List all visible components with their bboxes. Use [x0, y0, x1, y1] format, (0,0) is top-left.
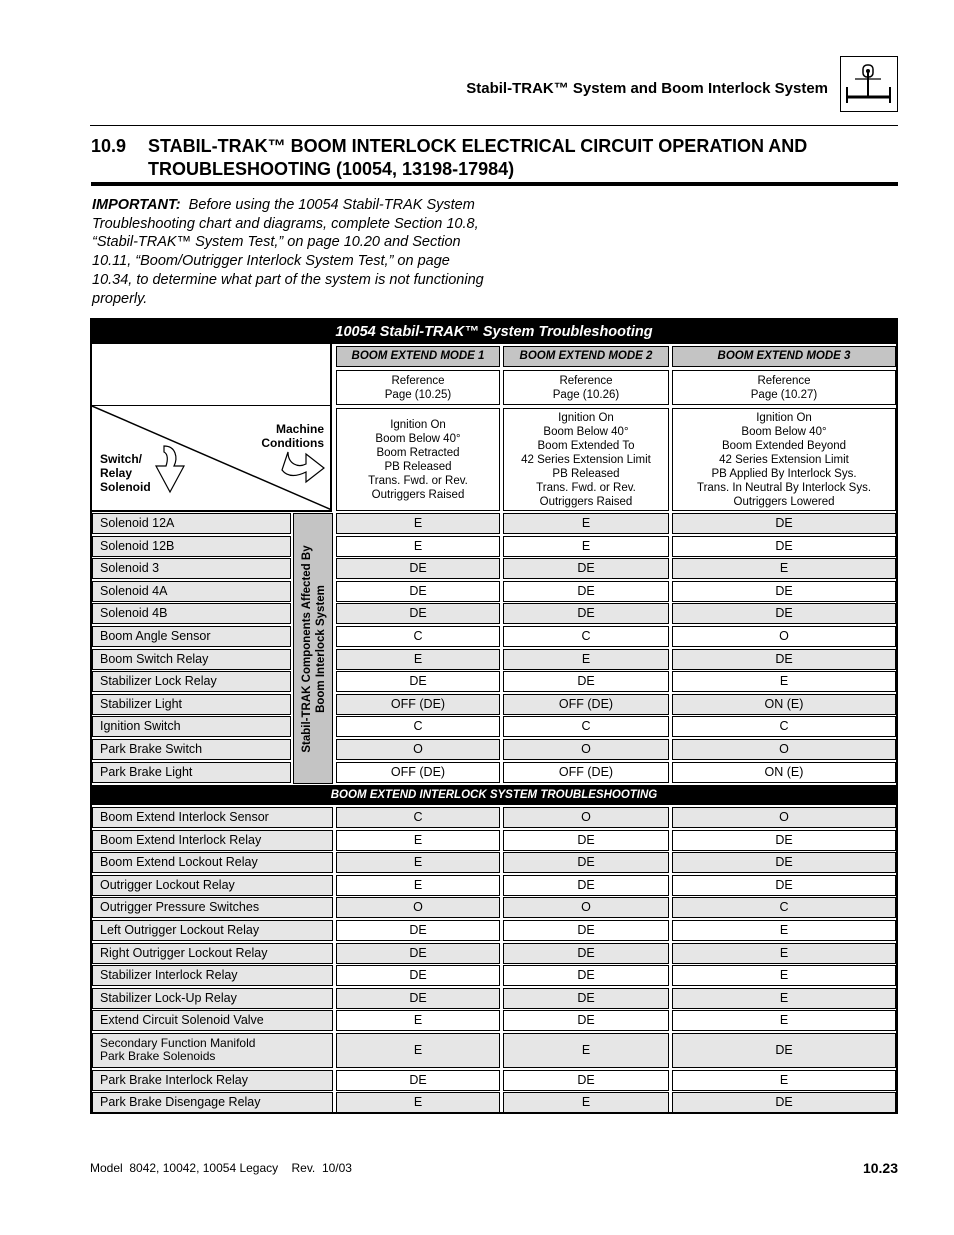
page-number: 10.23: [862, 1160, 898, 1176]
row-label: Solenoid 12B: [92, 536, 291, 557]
mode-3-value: ON (E): [672, 762, 896, 783]
header-rule: [90, 125, 898, 126]
mode-1-value: E: [336, 830, 500, 851]
mode-1-value: DE: [336, 671, 500, 692]
mode-2-value: E: [503, 513, 669, 534]
mode-3-value: E: [672, 558, 896, 579]
mode-1-value: O: [336, 739, 500, 760]
row-label: Ignition Switch: [92, 716, 291, 737]
mode-2-value: DE: [503, 965, 669, 986]
troubleshooting-table: [90, 318, 898, 1114]
mode-3-value: DE: [672, 581, 896, 602]
mode-2-value: E: [503, 536, 669, 557]
important-label: IMPORTANT:: [92, 197, 181, 213]
mode-1-value: DE: [336, 965, 500, 986]
mode-1-value: E: [336, 852, 500, 873]
mode-1-value: DE: [336, 988, 500, 1009]
mode-3-value: E: [672, 965, 896, 986]
row-label: Left Outrigger Lockout Relay: [92, 920, 333, 941]
mode-3-value: O: [672, 626, 896, 647]
mode-3-value: E: [672, 920, 896, 941]
diagonal-header-cell: [92, 406, 332, 512]
mode-2-header: BOOM EXTEND MODE 2: [503, 346, 669, 367]
mode-3-value: DE: [672, 536, 896, 557]
mode-3-value: C: [672, 897, 896, 918]
mode-2-value: DE: [503, 943, 669, 964]
row-label: Stabilizer Lock-Up Relay: [92, 988, 333, 1009]
mode-3-conditions: [672, 408, 896, 511]
mode-1-value: DE: [336, 920, 500, 941]
mode-3-value: DE: [672, 1092, 896, 1113]
mode-1-value: E: [336, 1010, 500, 1031]
mode-1-value: DE: [336, 581, 500, 602]
row-label: Outrigger Lockout Relay: [92, 875, 333, 896]
mode-1-value: C: [336, 716, 500, 737]
section-number: 10.9: [91, 136, 127, 156]
mode-2-value: DE: [503, 988, 669, 1009]
heading-rule: [91, 182, 898, 186]
components-affected-side-label: [293, 513, 333, 784]
row-label: Solenoid 4A: [92, 581, 291, 602]
mode-1-conditions-text: Ignition On Boom Below 40° Boom Retracted PB Released Trans. Fwd. or Rev. Outriggers Raised: [368, 418, 468, 501]
mode-1-value: DE: [336, 603, 500, 624]
mode-1-value: O: [336, 897, 500, 918]
mode-3-value: E: [672, 1070, 896, 1091]
mode-1-value: C: [336, 807, 500, 828]
mode-3-header: BOOM EXTEND MODE 3: [672, 346, 896, 367]
mode-2-value: E: [503, 649, 669, 670]
running-header-title: Stabil-TRAK™ System and Boom Interlock System: [466, 80, 828, 97]
row-label: Boom Extend Interlock Sensor: [92, 807, 333, 828]
mode-3-value: DE: [672, 1033, 896, 1068]
row-label: Outrigger Pressure Switches: [92, 897, 333, 918]
machine-conditions-label: Machine Conditions: [261, 422, 324, 450]
mode-3-value: DE: [672, 875, 896, 896]
mode-2-value: O: [503, 739, 669, 760]
mode-2-value: E: [503, 1033, 669, 1068]
important-text: Before using the 10054 Stabil-TRAK System Troubleshooting chart and diagrams, complete Section 10.8, “Stabil-TRAK™ System Test,” on page 10.20 and Section 10.11, “Boom/Outrigger Interlock System Test,” on page 10.34, to determine what part of the system is not functioning properly.: [92, 197, 484, 307]
row-label: Park Brake Switch: [92, 739, 291, 760]
mode-2-value: DE: [503, 920, 669, 941]
mode-2-value: DE: [503, 875, 669, 896]
row-label: Solenoid 12A: [92, 513, 291, 534]
footer-model-revision: Model 8042, 10042, 10054 Legacy Rev. 10/03: [90, 1161, 352, 1175]
row-label: Secondary Function Manifold Park Brake Solenoids: [92, 1033, 333, 1068]
row-label: Stabilizer Lock Relay: [92, 671, 291, 692]
mode-2-value: OFF (DE): [503, 694, 669, 715]
mode-3-value: ON (E): [672, 694, 896, 715]
row-label: Park Brake Disengage Relay: [92, 1092, 333, 1113]
mode-1-value: OFF (DE): [336, 762, 500, 783]
mode-1-reference: Reference Page (10.25): [336, 370, 500, 405]
mode-2-value: DE: [503, 581, 669, 602]
mode-2-value: DE: [503, 558, 669, 579]
mode-3-value: O: [672, 807, 896, 828]
down-arrow-icon: [156, 446, 184, 492]
row-label: Solenoid 4B: [92, 603, 291, 624]
mode-1-value: OFF (DE): [336, 694, 500, 715]
mode-1-header: BOOM EXTEND MODE 1: [336, 346, 500, 367]
mode-1-value: DE: [336, 943, 500, 964]
row-label: Boom Extend Interlock Relay: [92, 830, 333, 851]
mode-2-conditions-text: Ignition On Boom Below 40° Boom Extended To 42 Series Extension Limit PB Released Trans. Fwd. or Rev. Outriggers Raised: [521, 411, 651, 508]
components-affected-text: Stabil-TRAK Components Affected By Boom Interlock System: [301, 545, 327, 753]
mode-2-value: O: [503, 897, 669, 918]
mode-1-conditions: [336, 408, 500, 511]
mode-3-value: E: [672, 943, 896, 964]
interlock-subtitle: BOOM EXTEND INTERLOCK SYSTEM TROUBLESHOOTING: [92, 785, 896, 805]
mode-1-value: E: [336, 1092, 500, 1113]
mode-3-value: DE: [672, 830, 896, 851]
mode-2-value: O: [503, 807, 669, 828]
mode-3-value: O: [672, 739, 896, 760]
mode-2-value: E: [503, 1092, 669, 1113]
mode-3-value: E: [672, 671, 896, 692]
mode-2-value: DE: [503, 1010, 669, 1031]
mode-3-value: DE: [672, 513, 896, 534]
row-label: Park Brake Interlock Relay: [92, 1070, 333, 1091]
row-label: Park Brake Light: [92, 762, 291, 783]
right-arrow-icon: [282, 452, 324, 482]
row-label: Boom Switch Relay: [92, 649, 291, 670]
mode-2-value: DE: [503, 1070, 669, 1091]
mode-3-conditions-text: Ignition On Boom Below 40° Boom Extended Beyond 42 Series Extension Limit PB Applied By Interlock Sys. Trans. In Neutral By Interlock Sys. Outriggers Lowered: [696, 411, 872, 508]
table-title: 10054 Stabil-TRAK™ System Troubleshooting: [92, 320, 896, 344]
row-label: Stabilizer Light: [92, 694, 291, 715]
mode-2-value: C: [503, 716, 669, 737]
mode-1-value: C: [336, 626, 500, 647]
mode-2-conditions: [503, 408, 669, 511]
mode-2-value: C: [503, 626, 669, 647]
row-label: Boom Angle Sensor: [92, 626, 291, 647]
row-label: Stabilizer Interlock Relay: [92, 965, 333, 986]
row-label: Right Outrigger Lockout Relay: [92, 943, 333, 964]
mode-3-value: E: [672, 988, 896, 1009]
mode-1-value: DE: [336, 1070, 500, 1091]
mode-3-value: DE: [672, 852, 896, 873]
machine-boom-icon: [840, 56, 898, 112]
switch-relay-solenoid-label: Switch/ Relay Solenoid: [100, 452, 151, 494]
mode-3-value: E: [672, 1010, 896, 1031]
mode-2-value: DE: [503, 603, 669, 624]
mode-1-value: E: [336, 649, 500, 670]
mode-3-reference: Reference Page (10.27): [672, 370, 896, 405]
mode-2-value: DE: [503, 671, 669, 692]
mode-2-reference: Reference Page (10.26): [503, 370, 669, 405]
row-label: Boom Extend Lockout Relay: [92, 852, 333, 873]
table-corner-cell: [92, 344, 332, 406]
section-title: STABIL-TRAK™ BOOM INTERLOCK ELECTRICAL CIRCUIT OPERATION AND TROUBLESHOOTING (10054, 13198-17984): [148, 136, 808, 179]
mode-1-value: E: [336, 536, 500, 557]
mode-3-value: C: [672, 716, 896, 737]
mode-1-value: DE: [336, 558, 500, 579]
row-label: Solenoid 3: [92, 558, 291, 579]
mode-2-value: DE: [503, 830, 669, 851]
mode-3-value: DE: [672, 603, 896, 624]
mode-3-value: DE: [672, 649, 896, 670]
important-note: [92, 196, 487, 308]
mode-2-value: DE: [503, 852, 669, 873]
mode-2-value: OFF (DE): [503, 762, 669, 783]
mode-1-value: E: [336, 875, 500, 896]
row-label: Extend Circuit Solenoid Valve: [92, 1010, 333, 1031]
mode-1-value: E: [336, 1033, 500, 1068]
mode-1-value: E: [336, 513, 500, 534]
